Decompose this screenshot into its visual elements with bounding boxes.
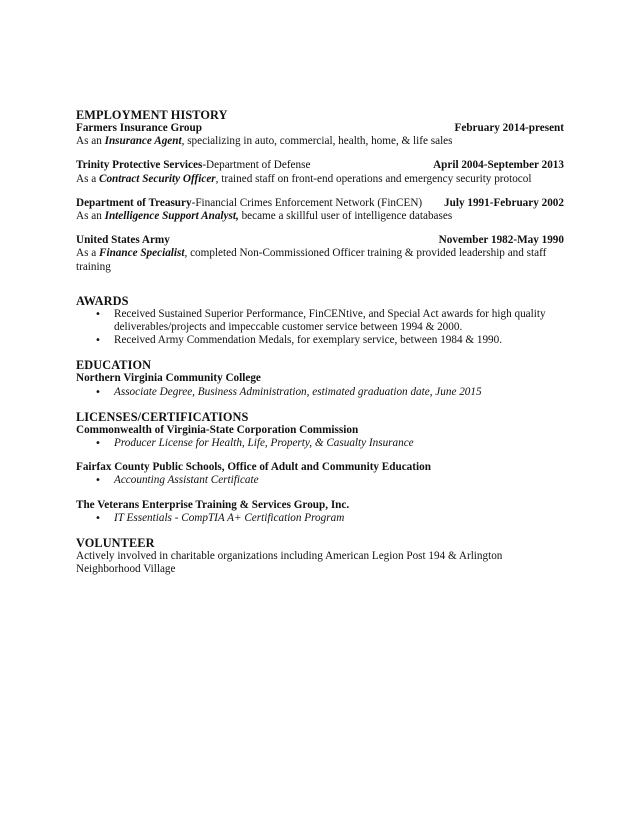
employer-name: Farmers Insurance Group: [76, 122, 202, 134]
license-item: • Producer License for Health, Life, Property, & Casualty Insurance: [114, 437, 564, 450]
job-role: Intelligence Support Analyst,: [104, 210, 239, 223]
award-item: • Received Sustained Superior Performance, FinCENtive, and Special Act awards for high quality deliverables/projects and impeccable customer service between 1994 & 2000.: [114, 308, 564, 334]
job-dates: November 1982-May 1990: [438, 234, 564, 247]
job-entry-treasury: [76, 197, 564, 223]
award-item: • Received Army Commendation Medals, for exemplary service, between 1984 & 1990.: [114, 334, 564, 347]
job-dates: February 2014-present: [454, 122, 564, 134]
job-role: Finance Specialist: [99, 247, 185, 260]
license-item: • Accounting Assistant Certificate: [114, 474, 564, 487]
job-description: As a Finance Specialist, completed Non-Commissioned Officer training & provided leadership and staff training: [76, 247, 547, 273]
job-description: As an Intelligence Support Analyst, became a skillful user of intelligence databases: [76, 210, 453, 223]
job-entry-farmers: [76, 122, 564, 148]
license-issuer: Fairfax County Public Schools, Office of Adult and Community Education: [76, 461, 431, 474]
job-header: [76, 234, 564, 247]
resume-content: [76, 108, 564, 576]
licenses-heading: LICENSES/CERTIFICATIONS: [76, 409, 249, 424]
job-header: [76, 197, 564, 210]
job-entry-army: [76, 234, 564, 274]
job-role: Insurance Agent: [104, 135, 182, 148]
employment-heading: EMPLOYMENT HISTORY: [76, 108, 228, 122]
employer-name: Trinity Protective Services-Department of Defense: [76, 159, 311, 172]
job-entry-trinity: [76, 159, 564, 185]
job-header: [76, 122, 564, 135]
education-list: [76, 386, 564, 399]
job-dates: July 1991-February 2002: [444, 196, 564, 209]
volunteer-heading: VOLUNTEER: [76, 536, 155, 551]
job-description: As a Contract Security Officer, trained staff on front-end operations and emergency security protocol: [76, 172, 532, 185]
degree-item: • Associate Degree, Business Administration, estimated graduation date, June 2015: [114, 386, 564, 399]
license-issuer: The Veterans Enterprise Training & Services Group, Inc.: [76, 498, 350, 511]
awards-heading: AWARDS: [76, 293, 129, 308]
job-role: Contract Security Officer: [99, 172, 216, 185]
employer-name: United States Army: [76, 234, 170, 247]
employer-name: Department of Treasury-Financial Crimes Enforcement Network (FinCEN): [76, 196, 423, 209]
education-heading: EDUCATION: [76, 358, 152, 373]
license-list: [76, 474, 564, 487]
job-dates: April 2004-September 2013: [433, 159, 564, 172]
awards-list: [76, 308, 564, 348]
license-list: [76, 512, 564, 525]
license-list: [76, 437, 564, 450]
volunteer-text: Actively involved in charitable organizations including American Legion Post 194 & Arlington Neighborhood Village: [76, 550, 503, 576]
school-name: Northern Virginia Community College: [76, 372, 261, 385]
job-header: [76, 159, 564, 172]
license-item: • IT Essentials - CompTIA A+ Certification Program: [114, 512, 564, 525]
job-description: As an Insurance Agent, specializing in auto, commercial, health, home, & life sales: [76, 135, 453, 148]
license-issuer: Commonwealth of Virginia-State Corporation Commission: [76, 423, 359, 436]
